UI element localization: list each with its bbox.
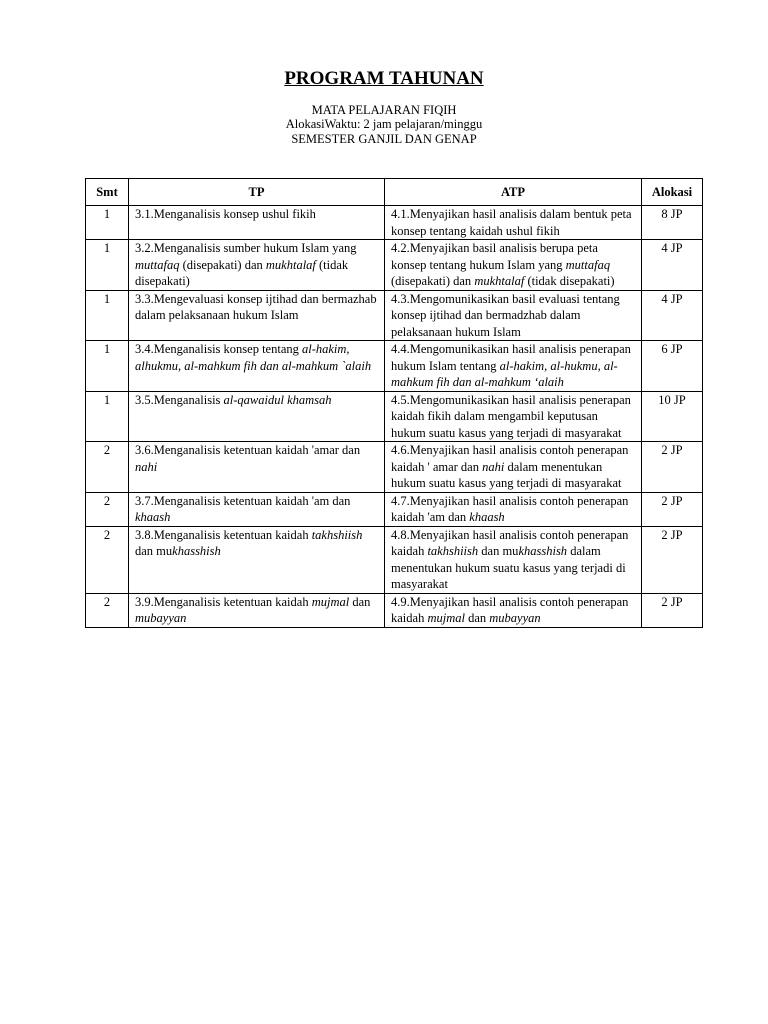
tp-text: al-qawaidul khamsah	[223, 392, 332, 407]
atp-text: (disepakati) dan	[391, 274, 475, 288]
header-smt: Smt	[86, 179, 129, 206]
tp-text: 3.5.Menganalisis	[135, 392, 224, 407]
cell-smt: 1	[86, 290, 129, 341]
page-title: PROGRAM TAHUNAN	[284, 68, 484, 89]
cell-smt: 1	[86, 206, 129, 240]
cell-tp	[129, 240, 385, 291]
cell-alokasi: 4 JP	[642, 240, 703, 291]
time-allocation-line: AlokasiWaktu: 2 jam pelajaran/minggu	[285, 117, 483, 131]
atp-text: 4.3.Mengomunikasikan basil evaluasi tentang konsep ijtihad dan bermadzhab dalam pelaksanaan hukum Islam	[391, 291, 620, 339]
atp-text: (tidak disepakati)	[524, 274, 615, 288]
table-row	[86, 391, 703, 442]
tp-text: 3.7.Menganalisis ketentuan kaidah 'am dan	[135, 493, 351, 508]
atp-text: 4.4.Mengomunikasikan hasil analisis penerapan hukum Islam tentang	[391, 342, 631, 373]
tp-text: khasshish	[172, 544, 221, 558]
cell-alokasi: 2 JP	[642, 526, 703, 593]
atp-text: khaash	[469, 510, 505, 524]
atp-text: al-hakim, al-hukmu, al-mahkum fih dan al-mahkum ‘alaih	[391, 358, 618, 389]
table-row	[86, 442, 703, 493]
tp-text: 3.3.Mengevaluasi konsep ijtihad dan bermazhab dalam pelaksanaan hukum Islam	[135, 291, 377, 322]
cell-tp	[129, 442, 385, 493]
tp-text: (tidak disepakati)	[135, 257, 349, 288]
cell-atp	[385, 391, 642, 442]
cell-atp	[385, 526, 642, 593]
atp-text: dalam menentukan hukum suatu kasus yang terjadi di masyarakat	[391, 459, 622, 490]
atp-text: dalam menentukan hukum suatu kasus yang terjadi di masyarakat	[391, 544, 626, 591]
cell-atp	[385, 290, 642, 341]
cell-tp	[129, 391, 385, 442]
tp-text: mubayyan	[135, 611, 187, 625]
tp-text: 3.4.Menganalisis konsep tentang	[135, 342, 302, 356]
cell-tp	[129, 492, 385, 526]
cell-alokasi: 2 JP	[642, 593, 703, 627]
table-row	[86, 526, 703, 593]
tp-text: takhshiish	[311, 527, 363, 542]
atp-text: khasshish	[518, 544, 568, 558]
atp-text: nahi	[482, 459, 505, 474]
cell-alokasi: 8 JP	[642, 206, 703, 240]
cell-alokasi: 6 JP	[642, 341, 703, 392]
table-header-row	[86, 179, 703, 206]
cell-alokasi: 2 JP	[642, 442, 703, 493]
atp-text: dan	[464, 611, 490, 625]
cell-smt: 2	[86, 593, 129, 627]
cell-tp	[129, 593, 385, 627]
cell-atp	[385, 492, 642, 526]
atp-text: mubayyan	[489, 611, 541, 625]
tp-text: nahi	[135, 459, 158, 474]
cell-smt: 1	[86, 240, 129, 291]
table-row	[86, 290, 703, 341]
atp-text: 4.5.Mengomunikasikan hasil analisis penerapan kaidah fikih dalam mengambil keputusan hukum suatu kasus yang terjadi di masyarakat	[391, 392, 631, 440]
tp-text: khaash	[135, 510, 171, 524]
atp-text: muttafaq	[565, 257, 611, 272]
header-alokasi: Alokasi	[642, 179, 703, 206]
atp-text: 4.8.Menyajikan hasil analisis contoh penerapan kaidah	[391, 527, 629, 558]
cell-smt: 2	[86, 492, 129, 526]
tp-text: 3.6.Menganalisis ketentuan kaidah 'amar dan	[135, 443, 361, 457]
table-row	[86, 593, 703, 627]
atp-text: dan mu	[478, 544, 519, 558]
table-row	[86, 341, 703, 392]
atp-text: 4.2.Menyajikan basil analisis berupa peta konsep tentang hukum Islam yang	[391, 241, 598, 272]
program-table	[85, 178, 703, 628]
cell-atp	[385, 341, 642, 392]
atp-text: 4.1.Menyajikan hasil analisis dalam bentuk peta konsep tentang kaidah ushul fikih	[391, 207, 632, 238]
table-row	[86, 206, 703, 240]
atp-text: mukhtalaf	[474, 274, 525, 288]
cell-smt: 2	[86, 442, 129, 493]
tp-text: al-hakim, alhukmu, al-mahkum fih dan al-mahkum `alaih	[135, 342, 372, 373]
cell-atp	[385, 240, 642, 291]
tp-text: 3.2.Menganalisis sumber hukum Islam yang	[135, 241, 357, 255]
tp-text: mujmal	[311, 594, 350, 609]
subject-line: MATA PELAJARAN FIQIH	[311, 103, 457, 117]
tp-text: (disepakati) dan	[179, 257, 266, 272]
table-row	[86, 492, 703, 526]
atp-text: mujmal	[427, 611, 465, 625]
atp-text: takhshiish	[427, 544, 479, 558]
table-row	[86, 240, 703, 291]
cell-atp	[385, 206, 642, 240]
cell-atp	[385, 593, 642, 627]
atp-text: 4.9.Menyajikan hasil analisis contoh penerapan kaidah	[391, 594, 629, 625]
cell-smt: 1	[86, 391, 129, 442]
cell-tp	[129, 341, 385, 392]
atp-text: 4.6.Menyajikan hasil analisis contoh penerapan kaidah ' amar dan	[391, 443, 629, 474]
header-tp: TP	[129, 179, 385, 206]
header-atp: ATP	[385, 179, 642, 206]
cell-tp	[129, 290, 385, 341]
cell-alokasi: 2 JP	[642, 492, 703, 526]
tp-text: dan mu	[135, 544, 173, 558]
tp-text: muttafaq	[135, 257, 180, 272]
cell-alokasi: 10 JP	[642, 391, 703, 442]
table-body	[86, 206, 703, 628]
atp-text: 4.7.Menyajikan hasil analisis contoh penerapan kaidah 'am dan	[391, 493, 629, 524]
cell-tp	[129, 206, 385, 240]
tp-text: 3.1.Menganalisis konsep ushul fikih	[135, 207, 316, 221]
semester-line: SEMESTER GANJIL DAN GENAP	[291, 132, 477, 146]
cell-alokasi: 4 JP	[642, 290, 703, 341]
tp-text: 3.9.Menganalisis ketentuan kaidah	[135, 594, 312, 609]
tp-text: dan	[349, 594, 371, 609]
tp-text: mukhtalaf	[265, 257, 316, 272]
cell-smt: 1	[86, 341, 129, 392]
cell-atp	[385, 442, 642, 493]
tp-text: 3.8.Menganalisis ketentuan kaidah	[135, 527, 312, 542]
cell-tp	[129, 526, 385, 593]
cell-smt: 2	[86, 526, 129, 593]
